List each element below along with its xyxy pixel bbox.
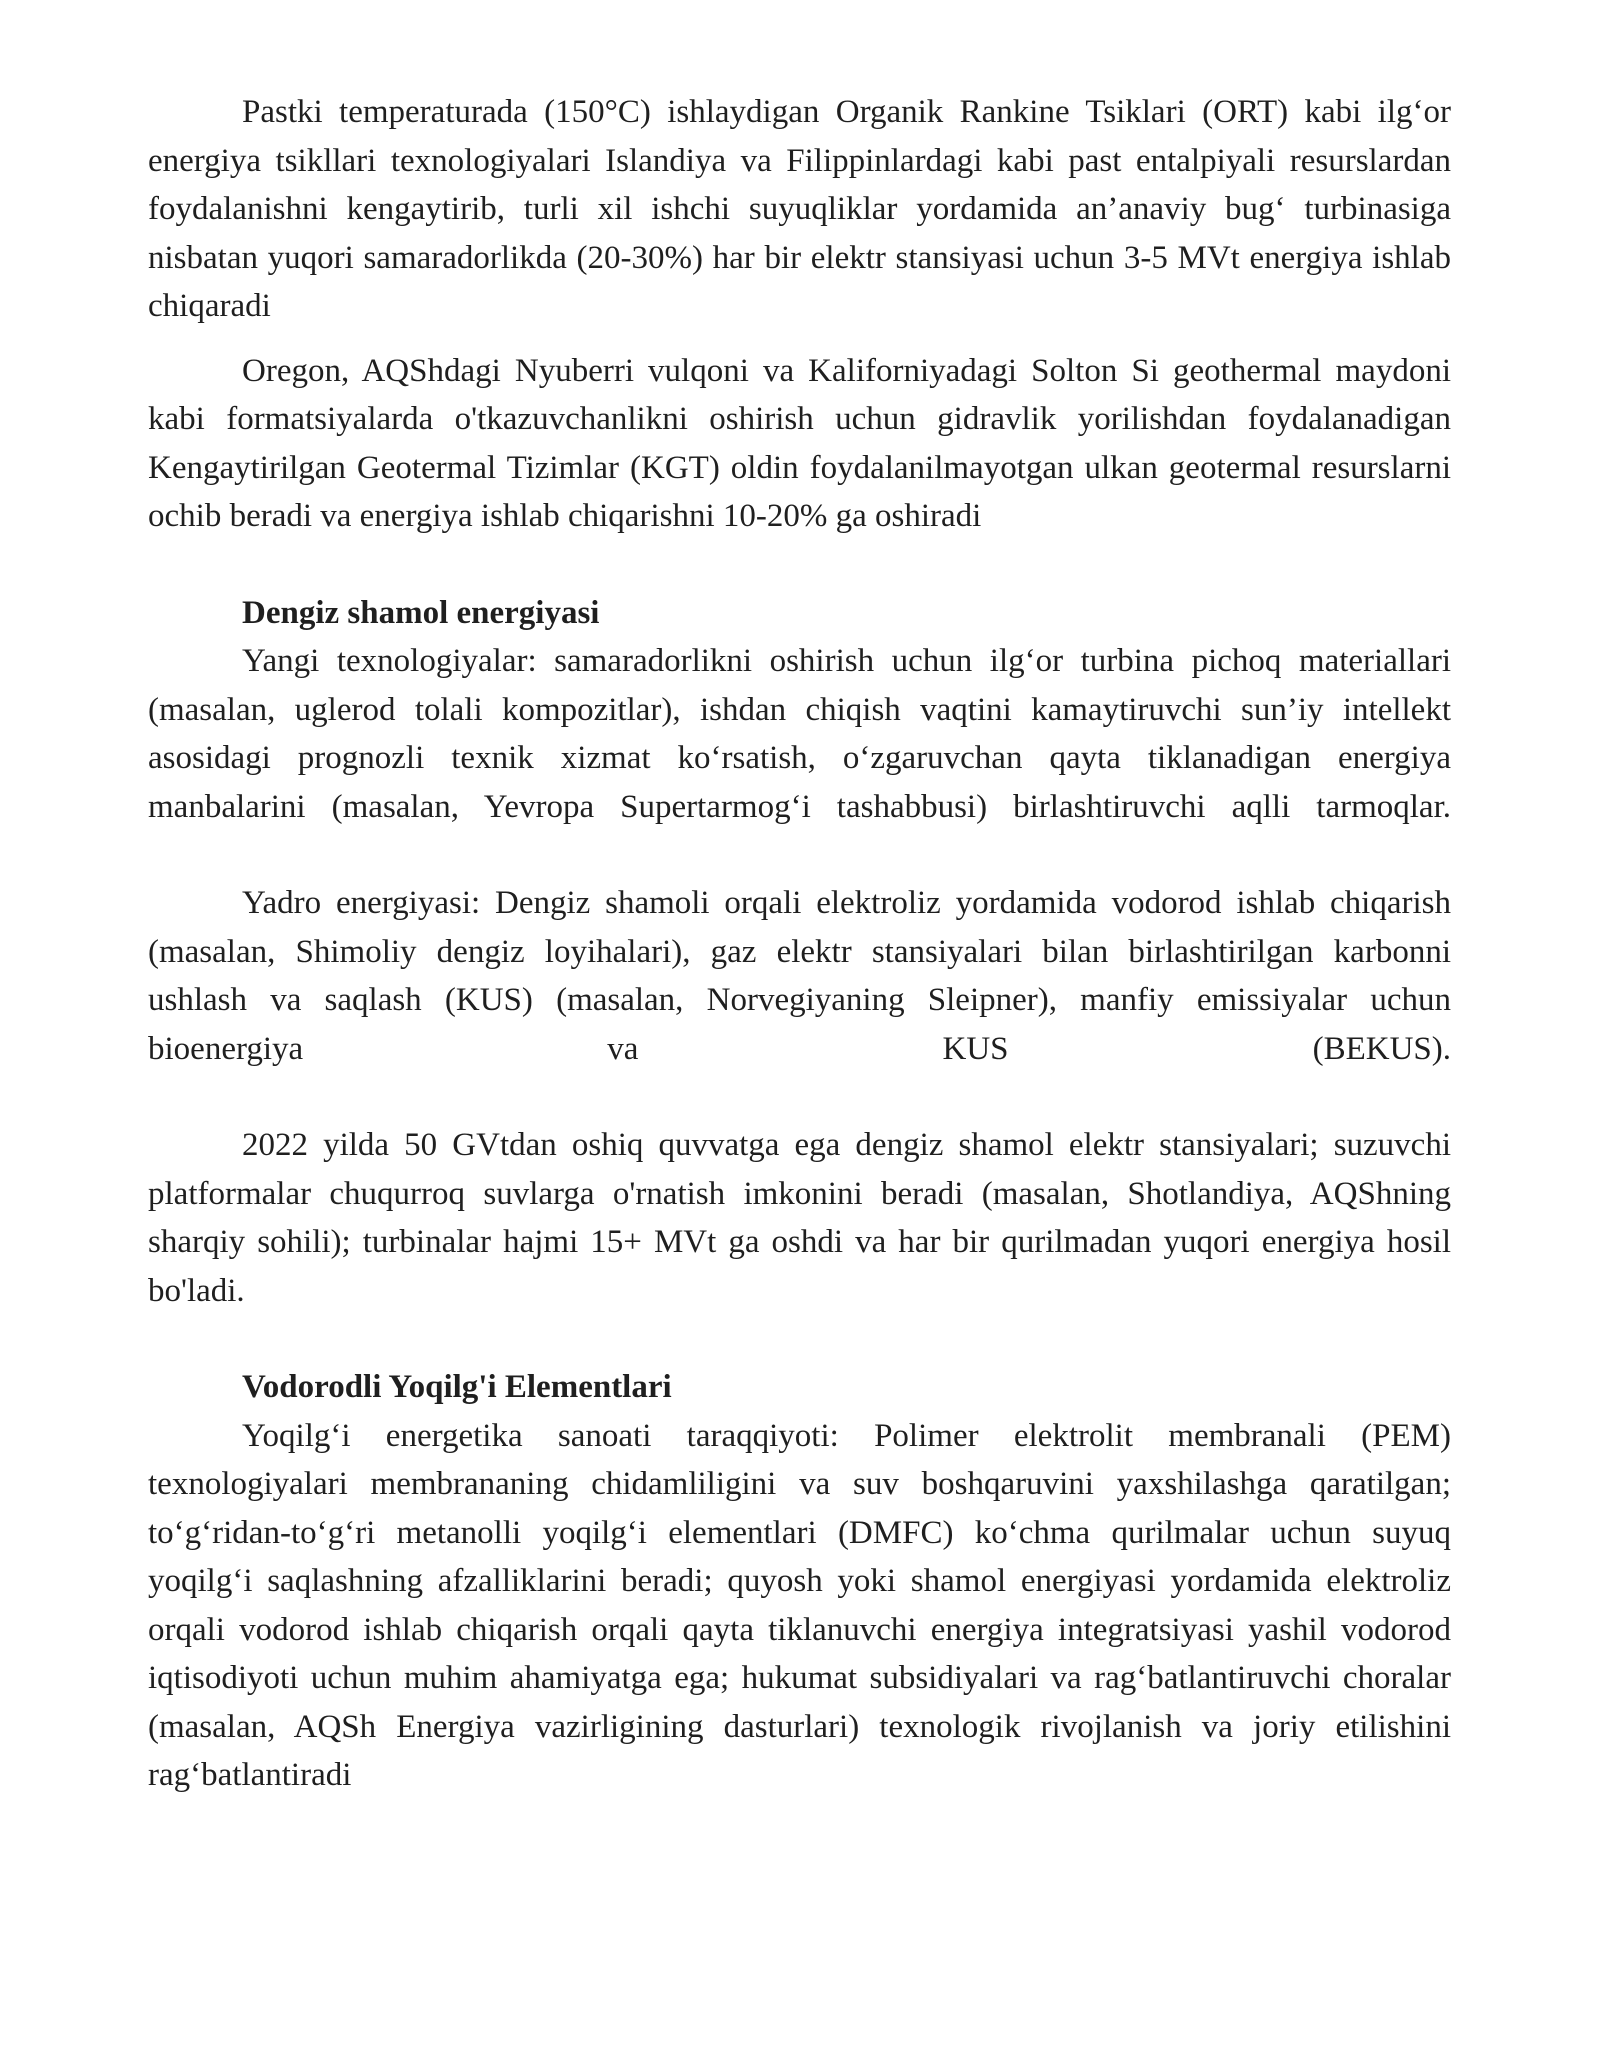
- heading-hydrogen-fuel-cells: Vodorodli Yoqilg'i Elementlari: [242, 1369, 672, 1405]
- paragraph-new-technologies: Yangi texnologiyalar: samaradorlikni oshirish uchun ilg‘or turbina pichoq materiallari (masalan, uglerod tolali kompozitlar), ishdan chiqish vaqtini kamaytiruvchi sun’iy intellekt asosidagi prognozli texnik xizmat ko‘rsatish, o‘zgaruvchan qayta tiklanadigan energiya manbalarini (masalan, Yevropa Supertarmog‘i tashabbusi) birlashtiruvchi aqlli tarmoqlar.: [148, 643, 1451, 825]
- paragraph-nuclear-energy: Yadro energiyasi: Dengiz shamoli orqali elektroliz yordamida vodorod ishlab chiqarish (masalan, Shimoliy dengiz loyihalari), gaz elektr stansiyalari bilan birlashtirilgan karbonni ushlash va saqlash (KUS) (masalan, Norvegiyaning Sleipner), manfiy emissiyalar uchun bioenergiya va KUS (BEKUS).: [148, 885, 1451, 1067]
- spacer: [148, 831, 1451, 879]
- spacer: [148, 1315, 1451, 1363]
- spacer: [148, 1073, 1451, 1121]
- paragraph-kgt: Oregon, AQShdagi Nyuberri vulqoni va Kaliforniyadagi Solton Si geothermal maydoni kabi formatsiyalarda o'tkazuvchanlikni oshirish uchun gidravlik yorilishdan foydalanadigan Kengaytirilgan Geotermal Tizimlar (KGT) oldin foydalanilmayotgan ulkan geotermal resurslarni ochib beradi va energiya ishlab chiqarishni 10-20% ga oshiradi: [148, 352, 1451, 534]
- paragraph-fuel-cell-industry: Yoqilg‘i energetika sanoati taraqqiyoti: Polimer elektrolit membranali (PEM) texnologiyalari membrananing chidamliligini va suv boshqaruvini yaxshilashga qaratilgan; to‘g‘ridan-to‘g‘ri metanolli yoqilg‘i elementlari (DMFC) ko‘chma qurilmalar uchun suyuq yoqilg‘i saqlashning afzalliklarini beradi; quyosh yoki shamol energiyasi yordamida elektroliz orqali vodorod ishlab chiqarish orqali qayta tiklanuvchi energiya integratsiyasi yashil vodorod iqtisodiyoti uchun muhim ahamiyatga ega; hukumat subsidiyalari va rag‘batlantiruvchi choralar (masalan, AQSh Energiya vazirligining dasturlari) texnologik rivojlanish va joriy etilishini rag‘batlantiradi: [148, 1417, 1451, 1793]
- paragraph-ort: Pastki temperaturada (150°C) ishlaydigan Organik Rankine Tsiklari (ORT) kabi ilg‘or energiya tsikllari texnologiyalari Islandiya va Filippinlardagi kabi past entalpiyali resurslardan foydalanishni kengaytirib, turli xil ishchi suyuqliklar yordamida an’anaviy bug‘ turbinasiga nisbatan yuqori samaradorlikda (20-30%) har bir elektr stansiyasi uchun 3-5 MVt energiya ishlab chiqaradi: [148, 94, 1451, 324]
- heading-offshore-wind: Dengiz shamol energiyasi: [242, 594, 600, 631]
- spacer: [148, 541, 1451, 589]
- spacer: [148, 331, 1451, 347]
- paragraph-offshore-2022: 2022 yilda 50 GVtdan oshiq quvvatga ega dengiz shamol elektr stansiyalari; suzuvchi platformalar chuqurroq suvlarga o'rnatish imkonini beradi (masalan, Shotlandiya, AQShning sharqiy sohili); turbinalar hajmi 15+ MVt ga oshdi va har bir qurilmadan yuqori energiya hosil bo'ladi.: [148, 1127, 1451, 1309]
- document-page: [148, 88, 1451, 1800]
